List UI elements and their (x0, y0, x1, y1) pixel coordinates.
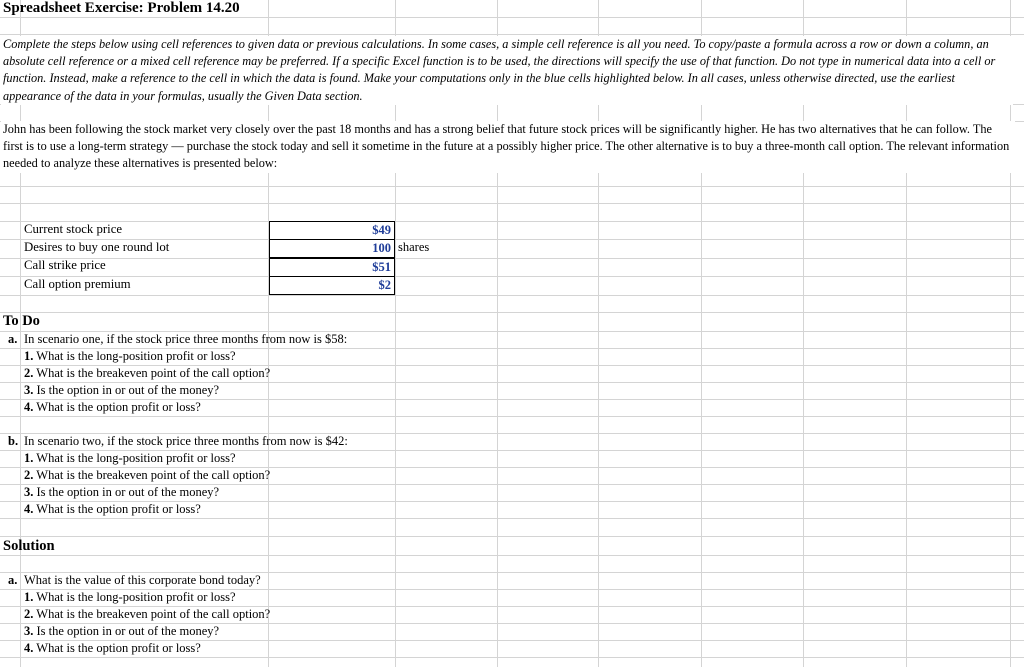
todo-b-item-number: 2. (24, 468, 34, 482)
todo-a-item (24, 349, 236, 364)
solution-a-letter: a. (8, 573, 18, 587)
todo-b-item-text: Is the option in or out of the money? (33, 485, 220, 499)
todo-a-item (24, 366, 270, 381)
given-label-option-premium: Call option premium (24, 277, 131, 291)
given-value-stock-price[interactable]: $49 (269, 221, 395, 240)
todo-b-item-text: What is the long-position profit or loss? (33, 451, 236, 465)
sheet-title: Spreadsheet Exercise: Problem 14.20 (3, 0, 240, 16)
todo-b-item (24, 468, 270, 483)
solution-a-item-text: Is the option in or out of the money? (33, 624, 220, 638)
solution-a-item-text: What is the long-position profit or loss? (33, 590, 236, 604)
todo-a-item-number: 3. (24, 383, 34, 397)
todo-a-item-number: 2. (24, 366, 34, 380)
solution-a-item-number: 3. (24, 624, 34, 638)
solution-a-item-number: 2. (24, 607, 34, 621)
todo-a-item-text: What is the long-position profit or loss? (33, 349, 236, 363)
todo-a-item-text: Is the option in or out of the money? (33, 383, 220, 397)
given-value-option-premium[interactable]: $2 (269, 276, 395, 295)
instructions-text: Complete the steps below using cell references to given data or previous calculations. In some cases, a simple cell reference is all you need. To copy/paste a formula across a row or down a column, an absolute cell reference or a mixed cell reference may be preferred. If a specific Excel function is to be used, the directions will specify the use of that function. Do not type in numerical data into a cell or function. Instead, make a reference to the cell in which the data is found. Make your computations only in the blue cells highlighted below. In all cases, unless otherwise directed, use the earliest appearance of the data in your formulas, usually the Given Data section. (1, 36, 1013, 105)
todo-a-item (24, 400, 201, 415)
todo-b-item-number: 3. (24, 485, 34, 499)
solution-a-item (24, 607, 270, 622)
todo-b-item-number: 4. (24, 502, 34, 516)
todo-b-item (24, 451, 236, 466)
solution-heading: Solution (3, 538, 55, 554)
todo-b-letter: b. (8, 434, 19, 448)
shares-unit-label: shares (398, 240, 430, 254)
todo-a-prompt: In scenario one, if the stock price three months from now is $58: (24, 332, 348, 346)
todo-b-item (24, 502, 201, 517)
solution-a-item-number: 1. (24, 590, 34, 604)
given-label-stock-price: Current stock price (24, 222, 123, 236)
solution-a-prompt: What is the value of this corporate bond today? (24, 573, 261, 587)
solution-a-item-text: What is the breakeven point of the call option? (33, 607, 271, 621)
given-value-round-lot[interactable]: 100 (269, 239, 395, 258)
todo-b-item-text: What is the breakeven point of the call option? (33, 468, 271, 482)
todo-b-item (24, 485, 219, 500)
problem-statement: John has been following the stock market very closely over the past 18 months and has a strong belief that future stock prices will be significantly higher. He has two alternatives that he can follow. The first is to use a long-term strategy — purchase the stock today and sell it sometime in the future at a possibly higher price. The other alternative is to buy a three-month call option. The relevant information needed to analyze these alternatives is presented below: (1, 121, 1015, 173)
todo-b-prompt: In scenario two, if the stock price three months from now is $42: (24, 434, 348, 448)
solution-a-item-text: What is the option profit or loss? (33, 641, 201, 655)
given-label-strike-price: Call strike price (24, 258, 106, 272)
solution-a-item-number: 4. (24, 641, 34, 655)
todo-a-letter: a. (8, 332, 18, 346)
todo-a-item-number: 1. (24, 349, 34, 363)
todo-b-item-text: What is the option profit or loss? (33, 502, 201, 516)
solution-a-item (24, 624, 219, 639)
todo-b-item-number: 1. (24, 451, 34, 465)
solution-a-item (24, 641, 201, 656)
todo-a-item-number: 4. (24, 400, 34, 414)
todo-a-item (24, 383, 219, 398)
given-label-round-lot: Desires to buy one round lot (24, 240, 170, 254)
given-value-strike-price[interactable]: $51 (269, 258, 395, 277)
todo-heading: To Do (3, 313, 40, 329)
todo-a-item-text: What is the option profit or loss? (33, 400, 201, 414)
solution-a-item (24, 590, 236, 605)
todo-a-item-text: What is the breakeven point of the call option? (33, 366, 271, 380)
